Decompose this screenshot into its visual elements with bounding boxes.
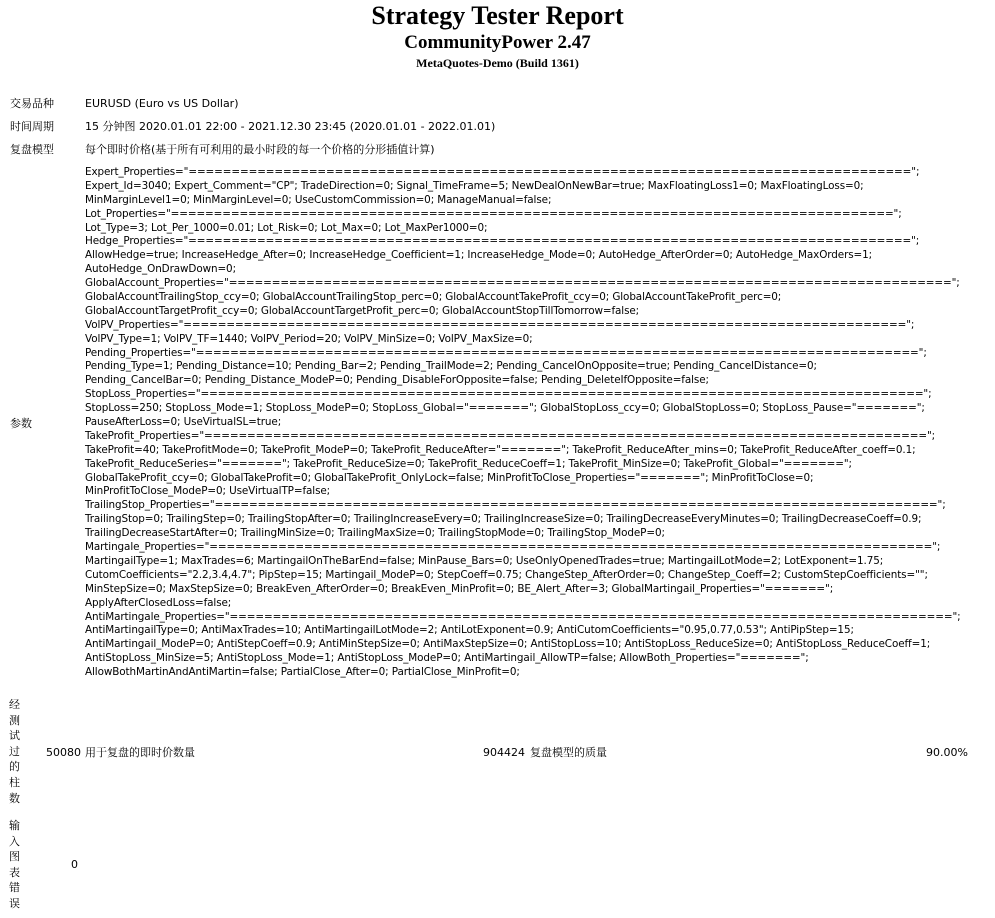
parameter-line: AntiMartingail_ModeP=0; AntiStepCoeff=0.9; AntiMinStepSize=0; AntiMaxStepSize=0; AntiStopLoss=10; AntiStopLoss_ReduceSize=0; AntiStopLoss_ReduceCoeff=1; [85,638,931,651]
parameter-line: TakeProfit_ReduceSeries="======="; TakeProfit_ReduceSize=0; TakeProfit_ReduceCoeff=1; TakeProfit_MinSize=0; TakeProfit_Global="======="; [85,457,852,470]
parameter-line: VolPV_Type=1; VolPV_TF=1440; VolPV_Period=20; VolPV_MinSize=0; VolPV_MaxSize=0; [85,332,533,345]
errors-value: 0 [71,858,78,871]
parameter-line: Pending_Type=1; Pending_Distance=10; Pending_Bar=2; Pending_TrailMode=2; Pending_CancelOnOpposite=true; Pending_CancelDistance=0; [85,360,817,373]
parameter-line: GlobalAccountTargetProfit_ccy=0; GlobalAccountTargetProfit_perc=0; GlobalAccountStopTillTomorrow=false; [85,304,640,317]
parameter-line: ApplyAfterClosedLoss=false; [85,596,232,609]
parameters-block [85,166,990,680]
parameter-line: MartingailType=1; MaxTrades=6; MartingailOnTheBarEnd=false; MinPause_Bars=0; UseOnlyOpenedTrades=true; MartingailLotMode=2; LotExponent=1.75; [85,554,884,567]
model-label: 复盘模型 [10,143,54,156]
parameter-line: Pending_Properties="===================================================================================="; [85,346,927,359]
parameter-line: PauseAfterLoss=0; UseVirtualSL=true; [85,416,282,429]
parameter-line: AntiMartingale_Properties="===================================================================================="; [85,610,961,623]
parameter-line: TrailingStop_Properties="===================================================================================="; [85,499,946,512]
model-value: 每个即时价格(基于所有可利用的最小时段的每一个价格的分形插值计算) [85,143,435,156]
parameter-line: MinProfitToClose_ModeP=0; UseVirtualTP=false; [85,485,331,498]
parameter-line: StopLoss_Properties="===================================================================================="; [85,388,932,401]
quality-label: 复盘模型的质量 [530,746,607,759]
parameter-line: Expert_Id=3040; Expert_Comment="CP"; TradeDirection=0; Signal_TimeFrame=5; NewDealOnNewBar=true; MaxFloatingLoss1=0; MaxFloatingLoss=0; [85,179,864,192]
parameter-line: Lot_Type=3; Lot_Per_1000=0.01; Lot_Risk=0; Lot_Max=0; Lot_MaxPer1000=0; [85,221,488,234]
parameter-line: TakeProfit_Properties="===================================================================================="; [85,429,936,442]
expert-name: CommunityPower 2.47 [404,32,591,53]
parameter-line: AntiMartingailType=0; AntiMaxTrades=10; AntiMartingailLotMode=2; AntiLotExponent=0.9; AntiCutomCoefficients="0.95,0.77,0.53"; AntiPipStep=15; [85,624,854,637]
quality-value: 90.00% [926,746,968,759]
parameter-line: AntiStopLoss_MinSize=5; AntiStopLoss_Mode=1; AntiStopLoss_ModeP=0; AntiMartingail_AllowTP=false; AllowBoth_Properties="======="; [85,652,809,665]
server-build: MetaQuotes-Demo (Build 1361) [416,56,579,70]
parameter-line: TakeProfit=40; TakeProfitMode=0; TakeProfit_ModeP=0; TakeProfit_ReduceAfter="======="; TakeProfit_ReduceAfter_mins=0; TakeProfit_ReduceAfter_coeff=0.1; [85,443,916,456]
parameter-line: TrailingStop=0; TrailingStep=0; TrailingStopAfter=0; TrailingIncreaseEvery=0; TrailingIncreaseSize=0; TrailingDecreaseEveryMinutes=0; TrailingDecreaseCoeff=0.9; [85,513,922,526]
parameter-line: AllowHedge=true; IncreaseHedge_After=0; IncreaseHedge_Coefficient=1; IncreaseHedge_Mode=0; AutoHedge_AfterOrder=0; AutoHedge_MaxOrders=1; [85,249,873,262]
parameter-line: GlobalAccountTrailingStop_ccy=0; GlobalAccountTrailingStop_perc=0; GlobalAccountTakeProfit_ccy=0; GlobalAccountTakeProfit_perc=0; [85,291,782,304]
ticks-value: 904424 [483,746,525,759]
report-title: Strategy Tester Report [371,1,624,30]
parameter-line: VolPV_Properties="===================================================================================="; [85,318,915,331]
period-label: 时间周期 [10,120,54,133]
parameter-line: StopLoss=250; StopLoss_Mode=1; StopLoss_ModeP=0; StopLoss_Global="======="; GlobalStopLoss_ccy=0; GlobalStopLoss=0; StopLoss_Pause="======="; [85,402,925,415]
period-value: 15 分钟图 2020.01.01 22:00 - 2021.12.30 23:45 (2020.01.01 - 2022.01.01) [85,120,496,133]
parameter-line: Hedge_Properties="===================================================================================="; [85,235,920,248]
parameter-line: Martingale_Properties="===================================================================================="; [85,541,941,554]
parameter-line: MinMarginLevel1=0; MinMarginLevel=0; UseCustomCommission=0; ManageManual=false; [85,193,552,206]
ticks-label: 用于复盘的即时价数量 [85,746,195,759]
bars-value: 50080 [46,746,81,759]
symbol-label: 交易品种 [10,97,54,110]
parameter-line: AutoHedge_OnDrawDown=0; [85,263,236,276]
parameter-line: AllowBothMartinAndAntiMartin=false; PartialClose_After=0; PartialClose_MinProfit=0; [85,666,520,679]
parameter-line: MinStepSize=0; MaxStepSize=0; BreakEven_AfterOrder=0; BreakEven_MinProfit=0; BE_Alert_After=3; GlobalMartingail_Properties="======="; [85,582,834,595]
parameter-line: CutomCoefficients="2.2,3.4,4.7"; PipStep=15; Martingail_ModeP=0; StepCoeff=0.75; ChangeStep_AfterOrder=0; ChangeStep_Coeff=2; CustomStepCoefficients=""; [85,568,928,581]
symbol-value: EURUSD (Euro vs US Dollar) [85,97,239,110]
parameter-line: Pending_CancelBar=0; Pending_Distance_ModeP=0; Pending_DisableForOpposite=false; Pending_DeleteIfOpposite=false; [85,374,709,387]
report-header [0,0,995,70]
parameter-line: GlobalTakeProfit_ccy=0; GlobalTakeProfit=0; GlobalTakeProfit_OnlyLock=false; MinProfitToClose_Properties="======="; MinProfitToClose=0; [85,471,814,484]
errors-label: 输入图表错误 [9,819,20,910]
parameter-line: GlobalAccount_Properties="===================================================================================="; [85,277,960,290]
parameter-line: Expert_Properties="===================================================================================="; [85,166,920,178]
parameter-line: TrailingDecreaseStartAfter=0; TrailingMinSize=0; TrailingMaxSize=0; TrailingStopMode=0; TrailingStop_ModeP=0; [85,527,665,540]
bars-label: 经测试过的柱数 [9,698,20,805]
params-label: 参数 [10,417,32,430]
parameter-line: Lot_Properties="===================================================================================="; [85,207,902,220]
